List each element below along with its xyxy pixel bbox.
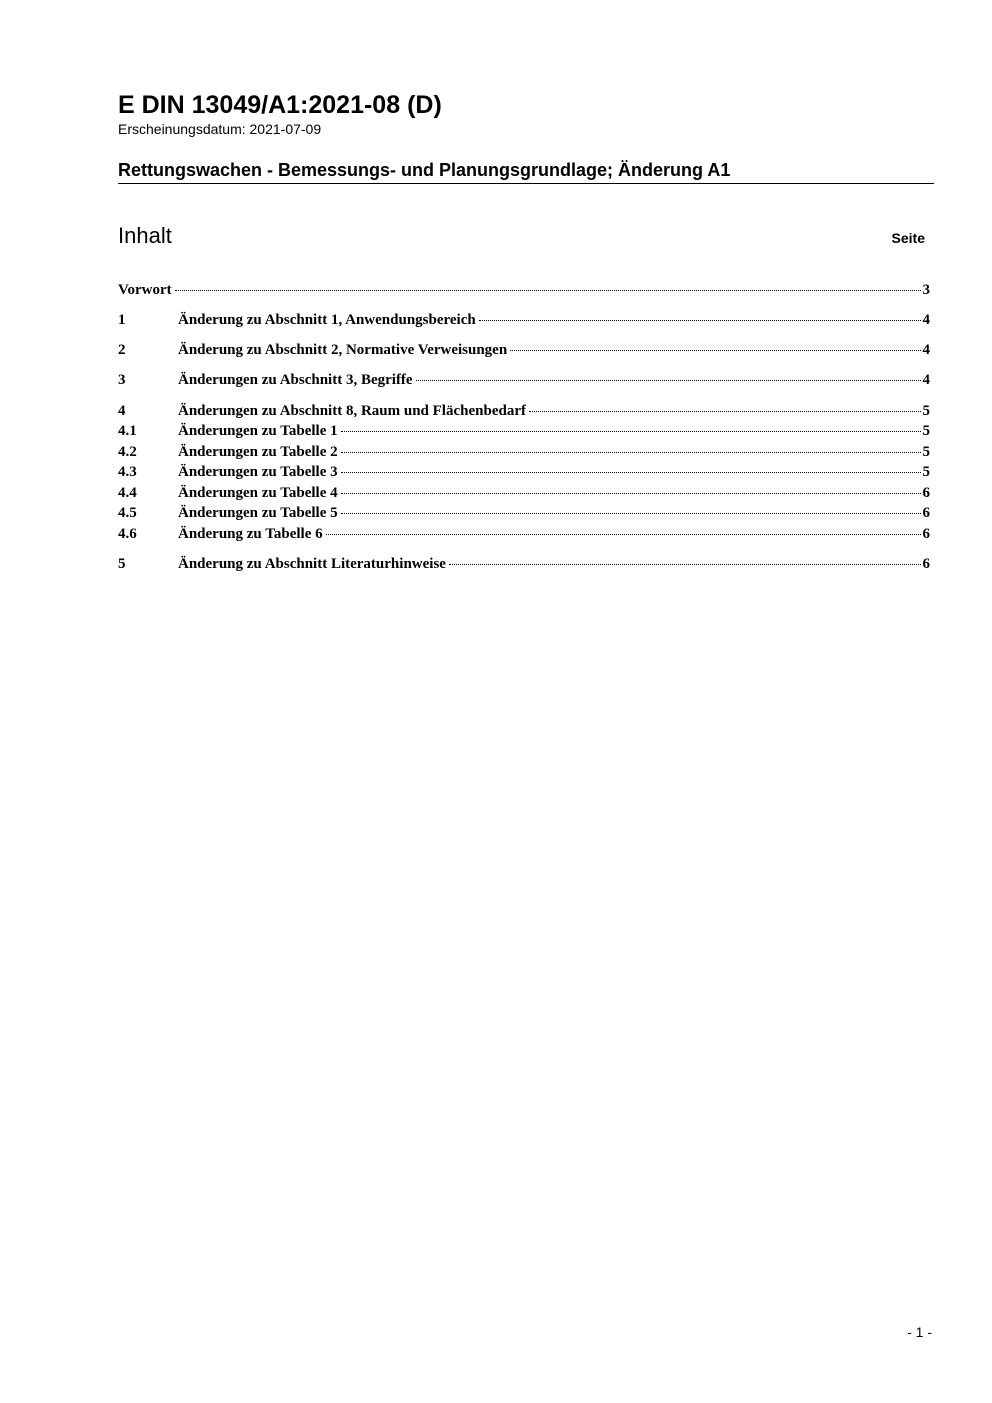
toc-leader (341, 431, 921, 432)
toc-entry-title: Änderungen zu Abschnitt 8, Raum und Flächenbedarf (178, 403, 526, 419)
toc-entry-title: Änderungen zu Tabelle 1 (178, 423, 338, 439)
toc-entry-title: Änderung zu Tabelle 6 (178, 526, 323, 542)
toc-entry-title: Änderung zu Abschnitt 1, Anwendungsbereich (178, 312, 476, 328)
toc-entry-4-3[interactable] (118, 462, 930, 482)
toc-entry-number: 4.3 (118, 464, 137, 480)
toc-entry-page: 6 (922, 485, 930, 501)
toc-leader (529, 411, 921, 412)
toc-entry-number: 4.5 (118, 505, 137, 521)
toc-entry-number: 4.4 (118, 485, 137, 501)
toc-entry-vorwort[interactable] (118, 280, 930, 300)
toc-entry-3[interactable] (118, 370, 930, 390)
toc-leader (341, 493, 921, 494)
toc-page-label: Seite (891, 230, 925, 246)
toc-entry-title: Änderung zu Abschnitt Literaturhinweise (178, 556, 446, 572)
toc-entry-title: Änderungen zu Tabelle 3 (178, 464, 338, 480)
document-title: Rettungswachen - Bemessungs- und Planungsgrundlage; Änderung A1 (118, 159, 934, 184)
toc-entry-number: 4.2 (118, 444, 137, 460)
toc-entry-number: 4.1 (118, 423, 137, 439)
toc-entry-page: 5 (922, 403, 930, 419)
toc-entry-1[interactable] (118, 310, 930, 330)
toc-entry-5[interactable] (118, 554, 930, 574)
toc-entry-page: 6 (922, 556, 930, 572)
toc-entry-number: 1 (118, 312, 126, 328)
toc-entry-4-4[interactable] (118, 483, 930, 503)
publication-date: Erscheinungsdatum: 2021-07-09 (118, 121, 322, 137)
toc-entry-number: 3 (118, 372, 126, 388)
toc-entry-4-5[interactable] (118, 503, 930, 523)
toc-leader (341, 513, 921, 514)
toc-entry-number: 2 (118, 342, 126, 358)
toc-entry-page: 3 (922, 282, 930, 298)
toc-entry-page: 5 (922, 423, 930, 439)
toc-entry-title: Änderungen zu Tabelle 2 (178, 444, 338, 460)
toc-leader (416, 380, 921, 381)
toc-entry-4-2[interactable] (118, 442, 930, 462)
toc-entry-page: 6 (922, 526, 930, 542)
toc-entry-page: 4 (922, 372, 930, 388)
toc-heading: Inhalt (118, 223, 172, 248)
toc-leader (449, 564, 921, 565)
toc-entry-page: 5 (922, 444, 930, 460)
toc-entry-4-6[interactable] (118, 524, 930, 544)
toc-entry-title: Vorwort (118, 282, 172, 298)
toc-entry-number: 5 (118, 556, 126, 572)
toc-entry-title: Änderung zu Abschnitt 2, Normative Verweisungen (178, 342, 508, 358)
page-number: - 1 - (907, 1324, 932, 1340)
toc-entry-title: Änderungen zu Tabelle 4 (178, 485, 338, 501)
toc-entry-2[interactable] (118, 340, 930, 360)
toc-entry-page: 6 (922, 505, 930, 521)
toc-leader (510, 350, 920, 351)
toc-leader (175, 290, 921, 291)
toc-entry-title: Änderungen zu Tabelle 5 (178, 505, 338, 521)
toc-entry-title: Änderungen zu Abschnitt 3, Begriffe (178, 372, 413, 388)
toc-leader (341, 472, 921, 473)
toc-leader (326, 534, 921, 535)
document-id: E DIN 13049/A1:2021-08 (D) (118, 91, 442, 119)
toc-entry-number: 4.6 (118, 526, 137, 542)
toc-entry-4-1[interactable] (118, 421, 930, 441)
toc-entry-number: 4 (118, 403, 126, 419)
toc-entry-page: 4 (922, 342, 930, 358)
toc-entry-page: 5 (922, 464, 930, 480)
toc-leader (341, 452, 921, 453)
toc-entry-4[interactable] (118, 401, 930, 421)
toc-leader (479, 320, 921, 321)
toc-entry-page: 4 (922, 312, 930, 328)
